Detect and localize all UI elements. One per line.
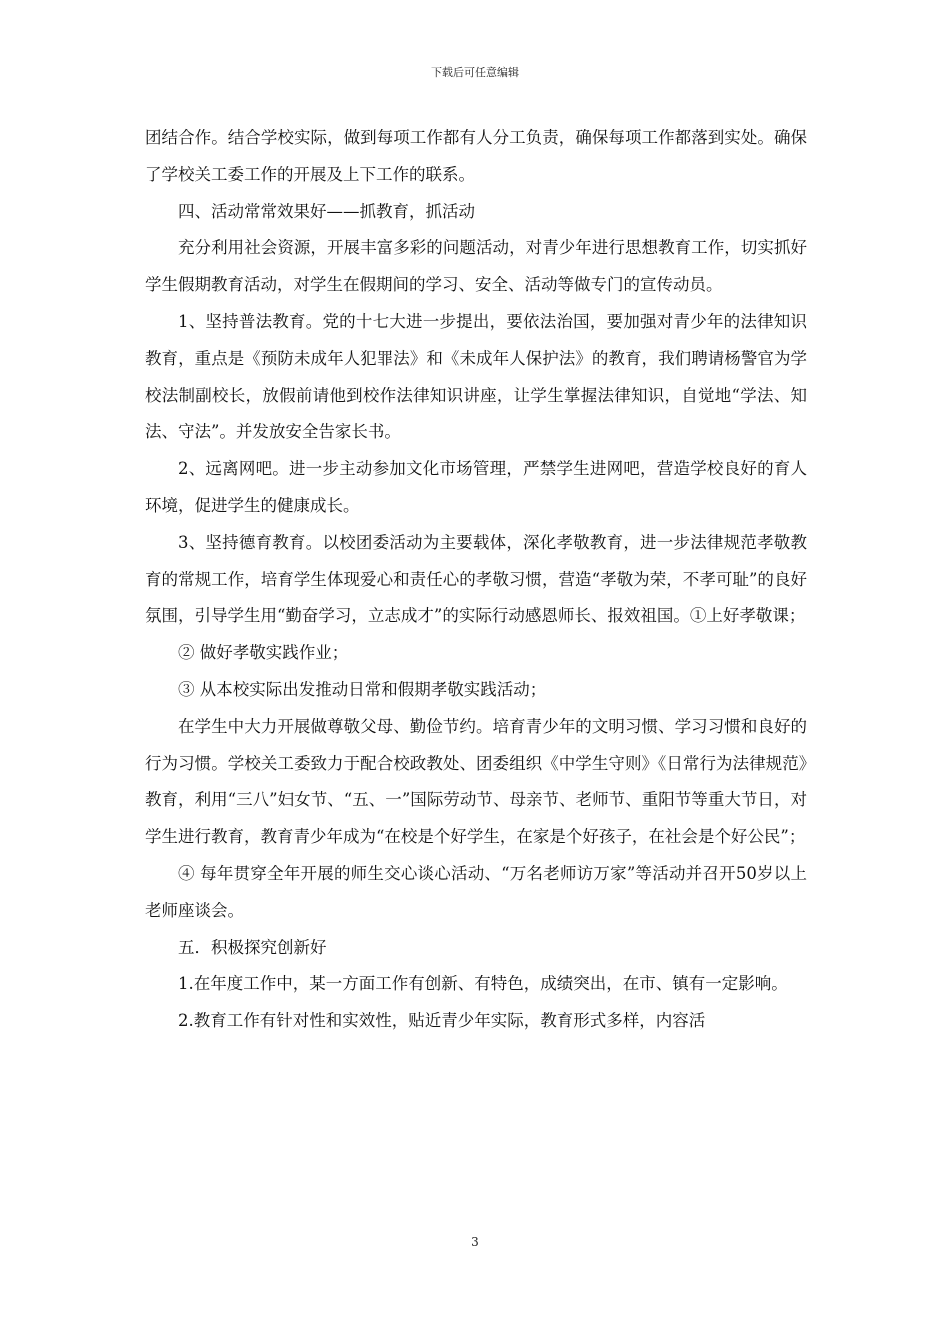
paragraph-4: 1、坚持普法教育。党的十七大进一步提出，要依法治国，要加强对青少年的法律知识教育，重点是《预防未成年人犯罪法》和《未成年人保护法》的教育，我们聘请杨警官为学校法制副校长，放假前请他到校作法律知识讲座，让学生掌握法律知识，自觉地“学法、知法、守法”。并发放安全告家长书。 — [145, 311, 807, 442]
section-heading-4: 四、活动常常效果好——抓教育，抓活动 — [178, 201, 475, 221]
page-header: 下载后可任意编辑 — [431, 66, 519, 79]
paragraph-10: ④ 每年贯穿全年开展的师生交心谈心活动、“万名老师访万家”等活动并召开50岁以上老师座谈会。 — [145, 863, 807, 920]
page-number: 3 — [471, 1235, 479, 1249]
paragraph-8: ③ 从本校实际出发推动日常和假期孝敬实践活动； — [178, 679, 547, 699]
paragraph-9: 在学生中大力开展做尊敬父母、勤俭节约。培育青少年的文明习惯、学习习惯和良好的行为习惯。学校关工委致力于配合校政教处、团委组织《中学生守则》《日常行为法律规范》教育，利用“三八”妇女节、“五、一”国际劳动节、母亲节、老师节、重阳节等重大节日，对学生进行教育，教育青少年成为“在校是个好学生，在家是个好孩子，在社会是个好公民”； — [145, 716, 807, 847]
paragraph-1: 团结合作。结合学校实际，做到每项工作都有人分工负责，确保每项工作都落到实处。确保了学校关工委工作的开展及上下工作的联系。 — [145, 128, 807, 184]
document-body — [145, 120, 807, 1040]
paragraph-13: 2.教育工作有针对性和实效性，贴近青少年实际，教育形式多样，内容活 — [178, 1011, 706, 1031]
section-heading-5: 五．积极探究创新好 — [178, 937, 327, 957]
paragraph-3: 充分利用社会资源，开展丰富多彩的问题活动，对青少年进行思想教育工作，切实抓好学生假期教育活动，对学生在假期间的学习、安全、活动等做专门的宣传动员。 — [145, 238, 807, 295]
paragraph-7: ② 做好孝敬实践作业； — [178, 643, 349, 663]
paragraph-5: 2、远离网吧。进一步主动参加文化市场管理，严禁学生进网吧，营造学校良好的育人环境，促进学生的健康成长。 — [145, 459, 807, 515]
paragraph-6: 3、坚持德育教育。以校团委活动为主要载体，深化孝敬教育，进一步法律规范孝敬教育的常规工作，培育学生体现爱心和责任心的孝敬习惯，营造“孝敬为荣，不孝可耻”的良好氛围，引导学生用“勤奋学习，立志成才”的实际行动感恩师长、报效祖国。①上好孝敬课； — [145, 532, 807, 626]
paragraph-12: 1.在年度工作中，某一方面工作有创新、有特色，成绩突出，在市、镇有一定影响。 — [178, 974, 788, 994]
